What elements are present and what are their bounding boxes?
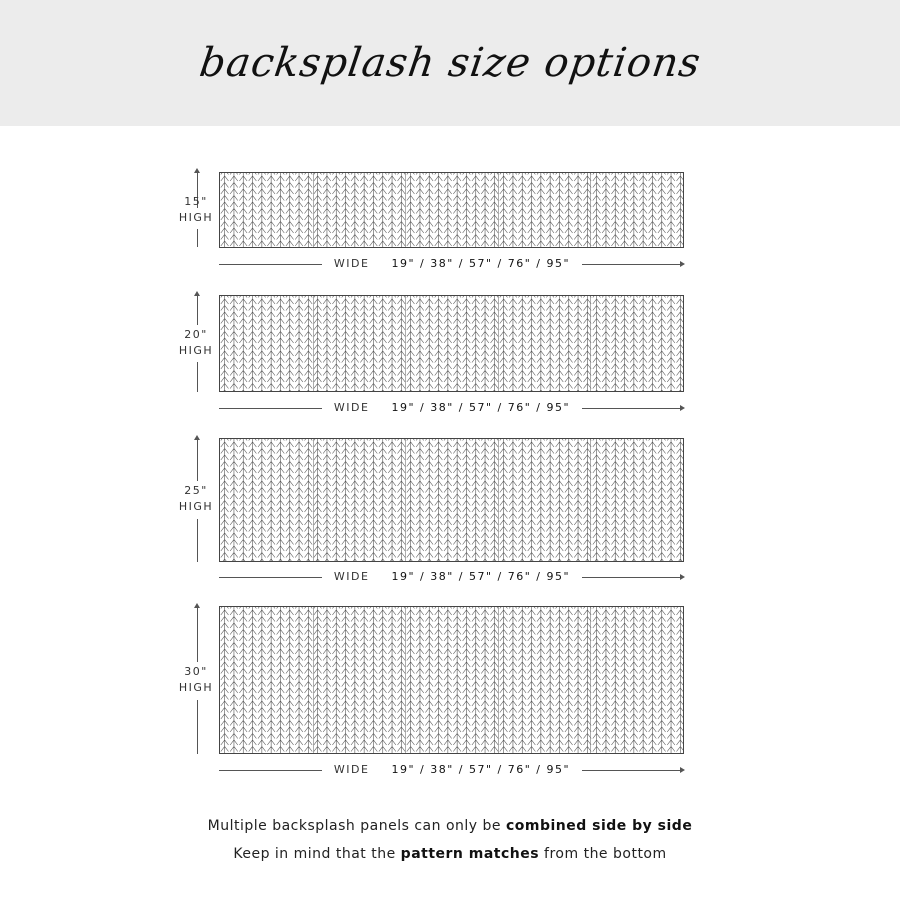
- height-arrow-line: [197, 519, 198, 562]
- height-arrow-line: [197, 439, 198, 481]
- width-dimension: [219, 570, 685, 584]
- note-text: Multiple backsplash panels can only be: [207, 818, 506, 834]
- height-unit: HIGH: [178, 500, 214, 513]
- height-arrow-line: [197, 295, 198, 325]
- note-emphasis: pattern matches: [400, 846, 540, 862]
- wide-label: WIDE: [328, 401, 376, 414]
- chevron-strokes: [221, 607, 683, 753]
- wide-label: WIDE: [328, 763, 376, 776]
- height-label: [170, 483, 222, 515]
- backsplash-panel: [219, 606, 684, 754]
- height-value: 30": [184, 665, 208, 678]
- backsplash-panel: [219, 172, 684, 248]
- note-text: from the bottom: [539, 846, 667, 862]
- height-unit: HIGH: [178, 681, 214, 694]
- note-text: Keep in mind that the: [233, 846, 401, 862]
- height-arrow-line: [197, 229, 198, 247]
- height-arrow-line: [197, 700, 198, 754]
- wide-label: WIDE: [328, 570, 376, 583]
- height-value: 15": [184, 195, 208, 208]
- width-values: 19" / 38" / 57" / 76" / 95": [385, 763, 576, 776]
- wide-label: WIDE: [328, 257, 376, 270]
- note-line-1: [0, 812, 900, 840]
- width-dimension: [219, 763, 685, 777]
- height-label: [170, 327, 222, 359]
- width-values: 19" / 38" / 57" / 76" / 95": [385, 570, 576, 583]
- width-dimension: [219, 257, 685, 271]
- height-unit: HIGH: [178, 211, 214, 224]
- width-label: [219, 401, 685, 415]
- width-values: 19" / 38" / 57" / 76" / 95": [385, 257, 576, 270]
- width-label: [219, 257, 685, 271]
- header-banner: [0, 0, 900, 126]
- chevron-pattern: [220, 607, 683, 753]
- height-unit: HIGH: [178, 344, 214, 357]
- chevron-pattern: [220, 439, 683, 561]
- notes: [0, 812, 900, 868]
- height-arrow-line: [197, 607, 198, 662]
- height-value: 25": [184, 484, 208, 497]
- height-arrow-line: [197, 362, 198, 392]
- width-label: [219, 570, 685, 584]
- note-line-2: [0, 840, 900, 868]
- chevron-pattern: [220, 173, 683, 247]
- backsplash-panel: [219, 438, 684, 562]
- note-emphasis: combined side by side: [505, 818, 693, 834]
- width-dimension: [219, 401, 685, 415]
- chevron-strokes: [221, 439, 683, 561]
- height-label: [170, 664, 222, 696]
- width-values: 19" / 38" / 57" / 76" / 95": [385, 401, 576, 414]
- chevron-strokes: [221, 173, 683, 247]
- chevron-strokes: [221, 296, 683, 391]
- chevron-pattern: [220, 296, 683, 391]
- page-title: backsplash size options: [196, 40, 704, 86]
- height-value: 20": [184, 328, 208, 341]
- height-label: [170, 194, 222, 226]
- backsplash-panel: [219, 295, 684, 392]
- width-label: [219, 763, 685, 777]
